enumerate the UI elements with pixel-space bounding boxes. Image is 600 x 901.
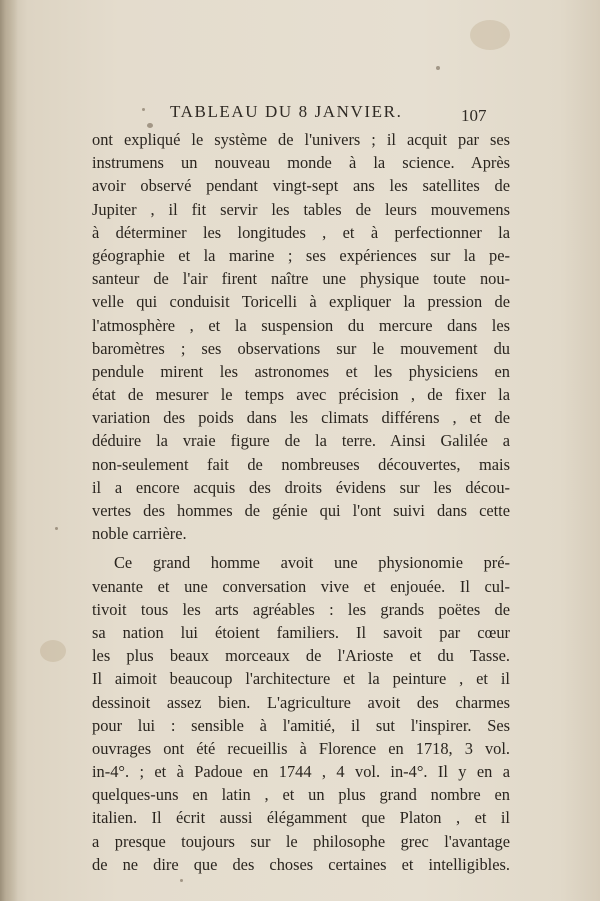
text-line: non-seulement fait de nombreuses découvertes, mais — [92, 454, 510, 474]
text-line: pendule mirent les astronomes et les physiciens en — [92, 361, 510, 381]
paper-stain — [40, 640, 66, 662]
text-line: Jupiter , il fit servir les tables de leurs mouvemens — [92, 199, 510, 219]
text-line: Il aimoit beaucoup l'architecture et la peinture , et il — [92, 669, 510, 689]
text-line: velle qui conduisit Toricelli à expliquer la pression de — [92, 292, 510, 312]
text-line: a presque toujours sur le philosophe grec l'avantage — [92, 831, 510, 851]
paragraph-1 — [92, 128, 510, 545]
paper-speck — [436, 66, 440, 70]
text-line: les plus beaux morceaux de l'Arioste et du Tasse. — [92, 646, 510, 666]
text-line: pour lui : sensible à l'amitié, il sut l'inspirer. Ses — [92, 715, 510, 735]
paragraph-2 — [92, 551, 510, 876]
running-head: TABLEAU DU 8 JANVIER. — [170, 102, 403, 121]
text-line: Ce grand homme avoit une physionomie pré- — [114, 553, 510, 573]
page-binding-edge — [0, 0, 18, 901]
text-line: vertes des hommes de génie qui l'ont suivi dans cette — [92, 501, 510, 520]
paper-speck — [55, 527, 58, 530]
body-text — [92, 128, 510, 876]
text-line: géographie et la marine ; ses expériences sur la pe- — [92, 245, 510, 265]
text-line: venante et une conversation vive et enjouée. Il cul- — [92, 576, 510, 596]
text-line: in-4°. ; et à Padoue en 1744 , 4 vol. in-4°. Il y en a — [92, 762, 510, 782]
text-line: instrumens un nouveau monde à la science. Après — [92, 153, 510, 173]
text-line: de ne dire que des choses certaines et intelligibles. — [92, 854, 510, 874]
text-line: avoir observé pendant vingt-sept ans les satellites de — [92, 176, 510, 196]
text-line: ouvrages ont été recueillis à Florence en 1718, 3 vol. — [92, 738, 510, 758]
text-line: baromètres ; ses observations sur le mouvement du — [92, 338, 510, 358]
text-line: à déterminer les longitudes , et à perfectionner la — [92, 222, 510, 242]
text-line: l'atmosphère , et la suspension du mercure dans les — [92, 315, 510, 335]
text-line: quelques-uns en latin , et un plus grand nombre en — [92, 785, 510, 805]
text-line: dessinoit assez bien. L'agriculture avoit des charmes — [92, 692, 510, 712]
text-line: il a encore acquis des droits évidens sur les décou- — [92, 477, 510, 497]
paper-speck — [142, 108, 145, 111]
paper-speck — [180, 879, 183, 882]
page-number: 107 — [461, 106, 487, 125]
text-line: ont expliqué le système de l'univers ; il acquit par ses — [92, 130, 510, 149]
text-line: sa nation lui étoient familiers. Il savoit par cœur — [92, 622, 510, 642]
text-line: italien. Il écrit aussi élégamment que Platon , et il — [92, 808, 510, 828]
text-line: noble carrière. — [92, 524, 187, 544]
text-line: état de mesurer le temps avec précision , de fixer la — [92, 385, 510, 405]
text-line: santeur de l'air firent naître une physique toute nou- — [92, 269, 510, 289]
text-line: tivoit tous les arts agréables : les grands poëtes de — [92, 599, 510, 619]
text-line: déduire la vraie figure de la terre. Ainsi Galilée a — [92, 431, 510, 451]
paper-stain — [470, 20, 510, 50]
text-line: variation des poids dans les climats différens , et de — [92, 408, 510, 428]
